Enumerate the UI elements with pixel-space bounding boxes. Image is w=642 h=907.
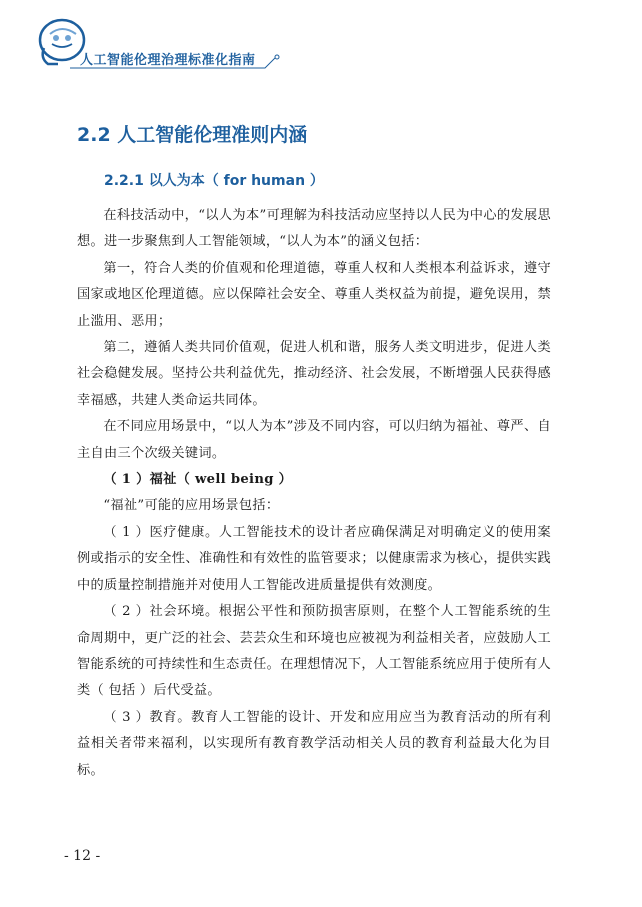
paragraph: （ 2 ）社会环境。根据公平性和预防损害原则，在整个人工智能系统的生命周期中，更广泛的社会、芸芸众生和环境也应被视为利益相关者，应鼓励人工智能系统的可持续性和生态责任。在理想情况下，人工智能系统应用于使所有人类（ 包括 ）后代受益。 — [77, 604, 551, 699]
header-title: 人工智能伦理治理标准化指南 — [80, 53, 256, 68]
section-title: 2.2 人工智能伦理准则内涵 — [77, 124, 308, 146]
paragraph: 在不同应用场景中，“以人为本”涉及不同内容，可以归纳为福祉、尊严、自主自由三个次级关键词。 — [77, 419, 551, 461]
brain-head-icon — [40, 20, 84, 64]
paragraph: “福祉”可能的应用场景包括： — [103, 498, 280, 514]
paragraph: （ 3 ）教育。教育人工智能的设计、开发和应用应当为教育活动的所有利益相关者带来福利，以实现所有教育教学活动相关人员的教育利益最大化为目标。 — [77, 709, 551, 778]
body-text — [77, 203, 551, 784]
paragraph: （ 1 ）医疗健康。人工智能技术的设计者应确保满足对明确定义的使用案例或指示的安全性、准确性和有效性的监管要求；以健康需求为核心，提供实践中的质量控制措施并对使用人工智能改进质量提供有效测度。 — [77, 524, 551, 593]
paragraph: 第一，符合人类的价值观和伦理道德，尊重人权和人类根本利益诉求，遵守国家或地区伦理道德。应以保障社会安全、尊重人类权益为前提，避免误用，禁止滥用、恶用； — [77, 260, 551, 329]
page-header — [0, 0, 642, 80]
subsection-title: 2.2.1 以人为本（ for human ） — [104, 173, 324, 189]
page-number: - 12 - — [64, 848, 101, 864]
subheading-wellbeing: （ 1 ）福祉（ well being ） — [103, 472, 293, 488]
header-decoration — [0, 0, 642, 80]
paragraph: 在科技活动中，“以人为本”可理解为科技活动应坚持以人民为中心的发展思想。进一步聚焦到人工智能领域，“以人为本”的涵义包括： — [77, 208, 551, 250]
paragraph: 第二，遵循人类共同价值观，促进人机和谐，服务人类文明进步，促进人类社会稳健发展。坚持公共利益优先，推动经济、社会发展，不断增强人民获得感幸福感，共建人类命运共同体。 — [77, 340, 551, 408]
